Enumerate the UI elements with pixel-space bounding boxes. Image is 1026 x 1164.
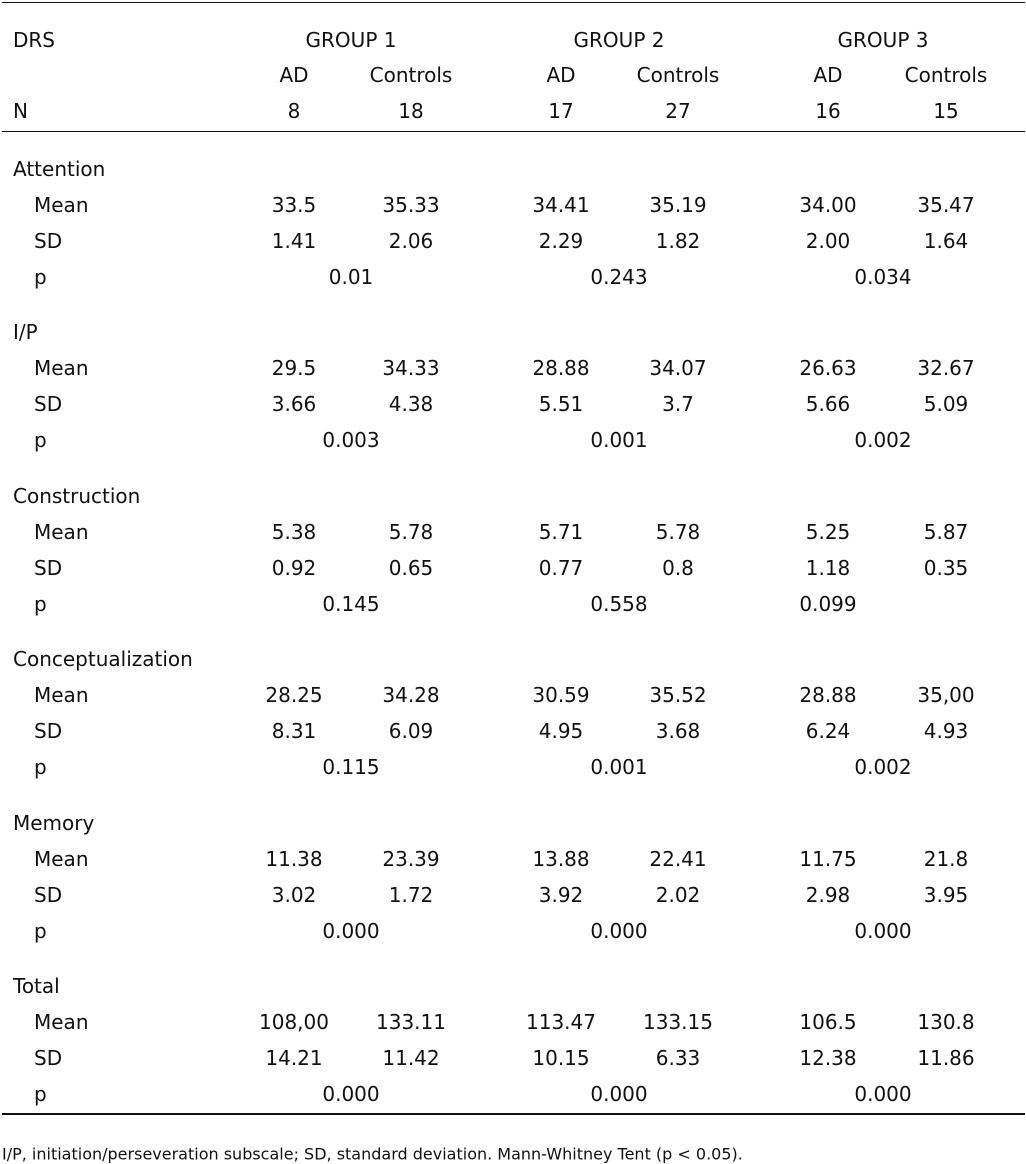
- mean-value: 5.78: [388, 520, 434, 544]
- p-value: 0.001: [590, 428, 648, 452]
- table-top-rule: [2, 2, 1025, 3]
- mean-value: 133.11: [376, 1010, 446, 1034]
- mean-value: 34.41: [532, 193, 590, 217]
- sd-value: 0.65: [388, 556, 434, 580]
- sd-value: 0.35: [923, 556, 969, 580]
- sd-row-label: SD: [34, 556, 63, 580]
- n-ad-value: 8: [287, 99, 301, 123]
- mean-value: 35.19: [649, 193, 707, 217]
- p-value: 0.558: [590, 592, 648, 616]
- sd-value: 1.82: [655, 229, 701, 253]
- sd-value: 3.92: [538, 883, 584, 907]
- sd-value: 1.41: [271, 229, 317, 253]
- mean-value: 32.67: [917, 356, 975, 380]
- mean-value: 13.88: [532, 847, 590, 871]
- sd-value: 3.02: [271, 883, 317, 907]
- controls-column-header: Controls: [636, 63, 720, 87]
- sd-value: 0.77: [538, 556, 584, 580]
- section-title: Attention: [13, 157, 106, 181]
- sd-value: 4.95: [538, 719, 584, 743]
- table-footnote: I/P, initiation/perseveration subscale; SD, standard deviation. Mann-Whitney Tent (p < 0.05).: [2, 1144, 743, 1164]
- sd-value: 1.72: [388, 883, 434, 907]
- mean-value: 21.8: [923, 847, 969, 871]
- p-row-label: p: [34, 1082, 47, 1106]
- sd-value: 3.66: [271, 392, 317, 416]
- sd-value: 0.92: [271, 556, 317, 580]
- p-row-label: p: [34, 919, 47, 943]
- mean-value: 26.63: [799, 356, 857, 380]
- sd-value: 3.95: [923, 883, 969, 907]
- p-value: 0.003: [322, 428, 380, 452]
- ad-column-header: AD: [813, 63, 843, 87]
- p-row-label: p: [34, 265, 47, 289]
- p-value: 0.243: [590, 265, 648, 289]
- mean-value: 22.41: [649, 847, 707, 871]
- mean-value: 28.88: [532, 356, 590, 380]
- p-value: 0.001: [590, 755, 648, 779]
- mean-value: 113.47: [526, 1010, 596, 1034]
- sd-value: 3.7: [662, 392, 694, 416]
- n-ad-value: 16: [815, 99, 841, 123]
- sd-value: 10.15: [532, 1046, 590, 1070]
- sd-value: 2.00: [805, 229, 851, 253]
- p-value: 0.145: [322, 592, 380, 616]
- sd-value: 2.02: [655, 883, 701, 907]
- sd-value: 3.68: [655, 719, 701, 743]
- sd-value: 14.21: [265, 1046, 323, 1070]
- sd-value: 4.93: [923, 719, 969, 743]
- sd-value: 8.31: [271, 719, 317, 743]
- drs-label: DRS: [13, 28, 55, 52]
- mean-value: 5.87: [923, 520, 969, 544]
- n-controls-value: 15: [933, 99, 959, 123]
- sd-value: 5.66: [805, 392, 851, 416]
- mean-value: 34.07: [649, 356, 707, 380]
- mean-row-label: Mean: [34, 520, 89, 544]
- mean-value: 108,00: [259, 1010, 329, 1034]
- sd-row-label: SD: [34, 1046, 63, 1070]
- p-value: 0.000: [322, 1082, 380, 1106]
- sd-value: 6.24: [805, 719, 851, 743]
- mean-row-label: Mean: [34, 1010, 89, 1034]
- p-row-label: p: [34, 428, 47, 452]
- mean-value: 11.75: [799, 847, 857, 871]
- p-value: 0.000: [590, 919, 648, 943]
- ad-column-header: AD: [546, 63, 576, 87]
- section-title: Construction: [13, 484, 141, 508]
- mean-value: 5.25: [805, 520, 851, 544]
- p-value: 0.000: [322, 919, 380, 943]
- sd-value: 1.18: [805, 556, 851, 580]
- p-row-label: p: [34, 592, 47, 616]
- mean-value: 29.5: [271, 356, 317, 380]
- mean-value: 5.71: [538, 520, 584, 544]
- mean-value: 5.38: [271, 520, 317, 544]
- mean-value: 133.15: [643, 1010, 713, 1034]
- sd-value: 2.29: [538, 229, 584, 253]
- mean-value: 34.00: [799, 193, 857, 217]
- mean-value: 23.39: [382, 847, 440, 871]
- mean-value: 30.59: [532, 683, 590, 707]
- p-row-label: p: [34, 755, 47, 779]
- sd-value: 4.38: [388, 392, 434, 416]
- sd-row-label: SD: [34, 229, 63, 253]
- p-value: 0.034: [854, 265, 912, 289]
- p-value: 0.01: [328, 265, 374, 289]
- mean-value: 5.78: [655, 520, 701, 544]
- p-value: 0.000: [854, 919, 912, 943]
- table-header-rule: [2, 131, 1025, 132]
- section-title: I/P: [13, 320, 38, 344]
- mean-value: 28.25: [265, 683, 323, 707]
- n-label: N: [13, 99, 28, 123]
- n-controls-value: 27: [665, 99, 691, 123]
- sd-value: 6.33: [655, 1046, 701, 1070]
- mean-value: 35.33: [382, 193, 440, 217]
- sd-value: 5.51: [538, 392, 584, 416]
- p-value: 0.002: [854, 428, 912, 452]
- mean-value: 106.5: [799, 1010, 857, 1034]
- sd-row-label: SD: [34, 883, 63, 907]
- sd-value: 0.8: [662, 556, 694, 580]
- mean-row-label: Mean: [34, 356, 89, 380]
- sd-row-label: SD: [34, 719, 63, 743]
- sd-value: 2.06: [388, 229, 434, 253]
- controls-column-header: Controls: [904, 63, 988, 87]
- section-title: Conceptualization: [13, 647, 193, 671]
- controls-column-header: Controls: [369, 63, 453, 87]
- sd-value: 12.38: [799, 1046, 857, 1070]
- sd-value: 2.98: [805, 883, 851, 907]
- sd-row-label: SD: [34, 392, 63, 416]
- mean-row-label: Mean: [34, 193, 89, 217]
- sd-value: 6.09: [388, 719, 434, 743]
- sd-value: 11.42: [382, 1046, 440, 1070]
- n-controls-value: 18: [398, 99, 424, 123]
- sd-value: 5.09: [923, 392, 969, 416]
- mean-value: 33.5: [271, 193, 317, 217]
- p-value: 0.099: [799, 592, 857, 616]
- mean-value: 35.47: [917, 193, 975, 217]
- ad-column-header: AD: [279, 63, 309, 87]
- group-header: GROUP 3: [837, 28, 929, 52]
- sd-value: 11.86: [917, 1046, 975, 1070]
- mean-value: 34.33: [382, 356, 440, 380]
- p-value: 0.115: [322, 755, 380, 779]
- section-title: Total: [13, 974, 60, 998]
- sd-value: 1.64: [923, 229, 969, 253]
- p-value: 0.002: [854, 755, 912, 779]
- group-header: GROUP 2: [573, 28, 665, 52]
- mean-value: 130.8: [917, 1010, 975, 1034]
- section-title: Memory: [13, 811, 95, 835]
- mean-value: 35,00: [917, 683, 975, 707]
- mean-value: 35.52: [649, 683, 707, 707]
- group-header: GROUP 1: [305, 28, 397, 52]
- mean-row-label: Mean: [34, 683, 89, 707]
- mean-row-label: Mean: [34, 847, 89, 871]
- n-ad-value: 17: [548, 99, 574, 123]
- mean-value: 11.38: [265, 847, 323, 871]
- mean-value: 34.28: [382, 683, 440, 707]
- mean-value: 28.88: [799, 683, 857, 707]
- table-bottom-rule: [2, 1113, 1025, 1115]
- p-value: 0.000: [854, 1082, 912, 1106]
- p-value: 0.000: [590, 1082, 648, 1106]
